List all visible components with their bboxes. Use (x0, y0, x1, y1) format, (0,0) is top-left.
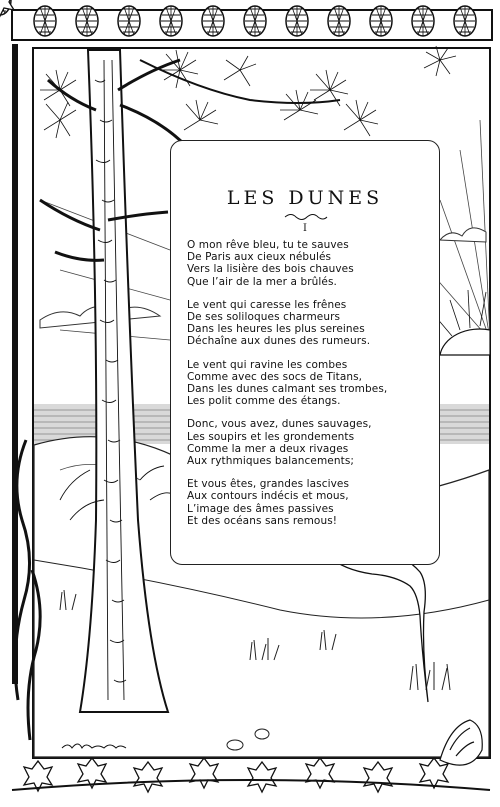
pinecone-icon (244, 6, 266, 36)
poem-line: Dans les heures les plus sereines (187, 323, 365, 336)
stanza (187, 418, 437, 467)
pinecone-icon (454, 6, 476, 36)
stanza (187, 299, 437, 348)
part-number: I (303, 223, 307, 234)
poem-line: Que l’air de la mer a brûlés. (187, 275, 337, 288)
left-border-bar (12, 44, 18, 684)
ivy-leaf-icon (248, 762, 276, 792)
poem-line: Vers la lisière des bois chauves (187, 263, 354, 276)
pinecone-icon (412, 6, 434, 36)
pinecone-icon (328, 6, 350, 36)
poem-title: LES DUNES (226, 187, 384, 209)
poem-line: Donc, vous avez, dunes sauvages, (187, 418, 372, 431)
poem-line: Déchaîne aux dunes des rumeurs. (187, 335, 371, 348)
ivy-leaf-icon (134, 762, 162, 792)
stanza (187, 478, 437, 527)
poem-line: Les polit comme des étangs. (187, 395, 341, 408)
pinecone-icon (160, 6, 182, 36)
poem-line: Comme avec des socs de Titans, (187, 370, 363, 383)
poem-line: Aux contours indécis et mous, (187, 490, 349, 503)
poem-line: O mon rêve bleu, tu te sauves (187, 239, 349, 251)
pinecone-icon (118, 6, 140, 36)
stanza (187, 359, 437, 408)
stanzas (187, 239, 437, 538)
poem-line: Le vent qui ravine les combes (187, 358, 348, 371)
poem-panel (170, 140, 440, 565)
poem-line: Les soupirs et les grondements (187, 430, 355, 443)
poem-line: Et des océans sans remous! (187, 514, 338, 527)
stanza (187, 239, 437, 288)
pinecone-icon (34, 6, 56, 36)
pinecone-icon (76, 6, 98, 36)
poem-line: L’image des âmes passives (187, 502, 334, 515)
ivy-leaf-icon (420, 758, 448, 788)
poem-line: Le vent qui caresse les frênes (187, 298, 347, 311)
poem-line: Et vous êtes, grandes lascives (187, 478, 350, 491)
cloud (440, 228, 486, 242)
poem-line: De ses soliloques charmeurs (187, 311, 341, 324)
poem-line: Aux rythmiques balancements; (187, 455, 355, 468)
ivy-leaf-icon (306, 758, 334, 788)
pinecone-icon (370, 6, 392, 36)
poem-line: De Paris aux cieux nébulés (187, 251, 332, 264)
poem-line: Dans les dunes calmant ses trombes, (187, 383, 388, 396)
ivy-leaf-icon (190, 758, 218, 788)
poem-line: Comme la mer a deux rivages (187, 442, 349, 455)
pinecone-icon (202, 6, 224, 36)
sun (440, 329, 490, 355)
pinecone-icon (286, 6, 308, 36)
ivy-leaf-icon (364, 762, 392, 792)
ornament-swirl (283, 213, 329, 221)
